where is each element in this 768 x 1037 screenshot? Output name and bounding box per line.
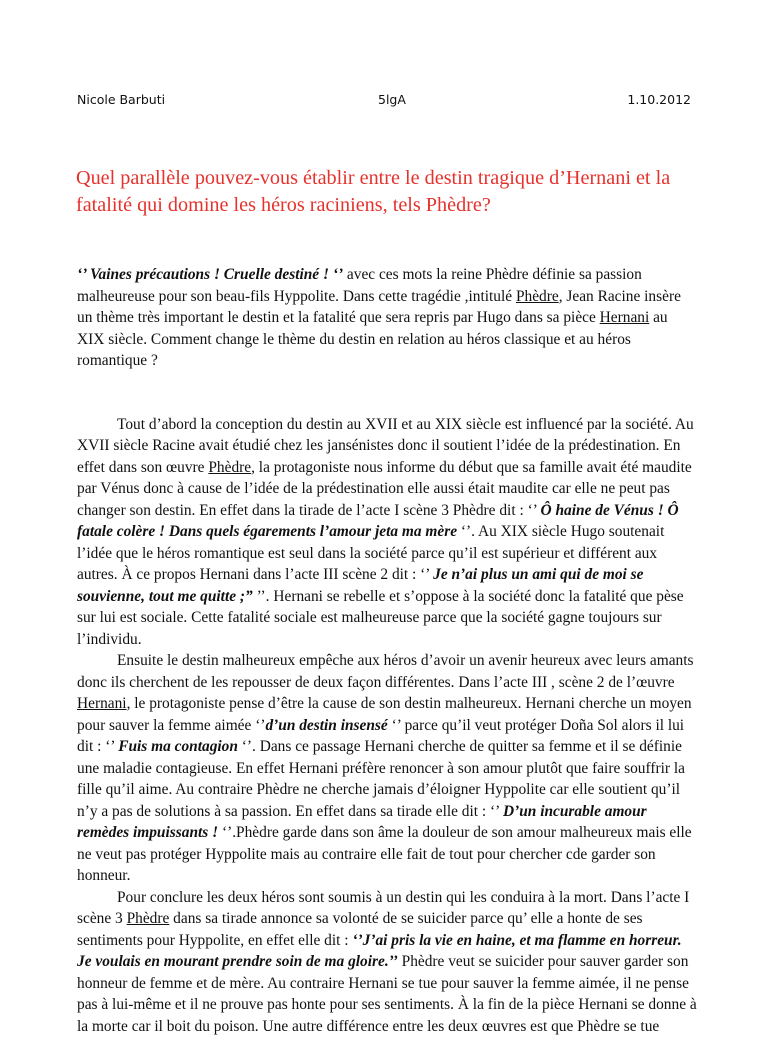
p1-quote-1: Ô haine de Vénus ! Ô fatale colère ! Dans quels égarements l’amour jeta ma mère [77,502,679,541]
p2-text-4: ‘’. Dans ce passage Hernani cherche de quitter sa femme et il se définie une maladie contagieuse. En effet Hernani préfère renoncer à son amour plutôt que faire souffrir la fille qu’il aime. Au contraire Phèdre ne cherche jamais d’éloigner Hyppolite car elle soutient qu’il n’y a pas de solutions à sa passion. En effet dans sa tirade elle dit : ‘’ [77,738,685,820]
p3-text-3: Phèdre veut se suicider pour sauver garder son honneur de femme et de mère. Au contraire Hernani se tue pour sauver la femme aimée, il ne pense pas à lui-même et il ne prouve pas honte pour ses sentiments. À la fin de la pièce Hernani se donne à la morte car il boit du poison. Une autre différence entre les deux œuvres est que Phèdre se tue [77,953,697,1035]
intro-text-3: au XIX siècle. Comment change le thème du destin en relation au héros classique et au héros romantique ? [77,309,668,369]
work-title-phedre: Phèdre [516,288,559,305]
p1-quote-2: Je n’ai plus un ami qui de moi se souvienne, tout me quitte ;” [77,566,644,605]
p2-quote-2: Fuis ma contagion [118,738,238,755]
work-title-hernani: Hernani [77,695,127,712]
author-name: Nicole Barbuti [77,92,165,107]
essay-question: Quel parallèle pouvez-vous établir entre le destin tragique d’Hernani et la fatalité qui domine les héros raciniens, tels Phèdre? [76,165,706,219]
intro-quote: ‘’ Vaines précautions ! Cruelle destiné ! ‘’ [77,266,343,283]
p1-text-1: Tout d’abord la conception du destin au XVII et au XIX siècle est influencé par la société. Au XVII siècle Racine avait étudié chez les jansénistes donc il soutient l’idée de la prédestination. En effet dans son œuvre [77,416,694,476]
paragraph-2 [77,650,697,887]
p2-text-2: , le protagoniste pense d’être la cause de son destin malheureux. Hernani cherche un moyen pour sauver la femme aimée ‘’ [77,695,692,734]
work-title-phedre: Phèdre [127,910,170,927]
essay-body [77,264,697,1037]
p3-text-2: dans sa tirade annonce sa volonté de se suicider parce qu’ elle a honte de ses sentiments pour Hyppolite, en effet elle dit : [77,910,643,949]
p2-quote-3: D’un incurable amour remèdes impuissants ! [77,803,647,842]
date-label: 1.10.2012 [627,92,691,107]
p1-text-4: ’’. Hernani se rebelle et s’oppose à la société donc la fatalité que pèse sur lui est sociale. Cette fatalité sociale est malheureuse parce que la société gagne toujours sur l’individu. [77,588,684,648]
p2-text-5: ‘’.Phèdre garde dans son âme la douleur de son amour malheureux mais elle ne veut pas protéger Hyppolite mais au contraire elle fait de tout pour chercher cde garder son honneur. [77,824,692,884]
p3-quote-1: ‘’J’ai pris la vie en haine, et ma flamme en horreur. Je voulais en mourant prendre soin de ma gloire.’’ [77,932,682,971]
p2-text-3: ‘’ parce qu’il veut protéger Doña Sol alors il lui dit : ‘’ [77,717,684,756]
p1-text-2: , la protagoniste nous informe du début que sa famille avait été maudite par Vénus donc à cause de l’idée de la prédestination elle aussi était maudite car elle ne peut pas changer son destin. En effet dans la tirade de l’acte I scène 3 Phèdre dit : ‘’ [77,459,692,519]
class-label: 5lgA [378,92,406,107]
p2-quote-1: d’un destin insensé [265,717,387,734]
p2-text-1: Ensuite le destin malheureux empêche aux héros d’avoir un avenir heureux avec leurs amants donc ils cherchent de les repousser de deux façon différentes. Dans l’acte III , scène 2 de l’œuvre [77,652,694,691]
work-title-hernani: Hernani [600,309,650,326]
document-header [77,92,691,114]
p1-text-3: ‘’. Au XIX siècle Hugo soutenait l’idée que le héros romantique est seul dans la société parce qu’il est supérieur et différent aux autres. À ce propos Hernani dans l’acte III scène 2 dit : ‘’ [77,523,664,583]
intro-paragraph [77,264,697,372]
work-title-phedre: Phèdre [208,459,251,476]
paragraph-3 [77,887,697,1037]
p3-text-1: Pour conclure les deux héros sont soumis à un destin qui les conduira à la mort. Dans l’acte I scène 3 [77,889,689,928]
intro-text-2: , Jean Racine insère un thème très important le destin et la fatalité que sera repris par Hugo dans sa pièce [77,288,681,327]
intro-text-1: avec ces mots la reine Phèdre définie sa passion malheureuse pour son beau-fils Hyppolite. Dans cette tragédie ,intitulé [77,266,642,305]
paragraph-1 [77,414,697,651]
